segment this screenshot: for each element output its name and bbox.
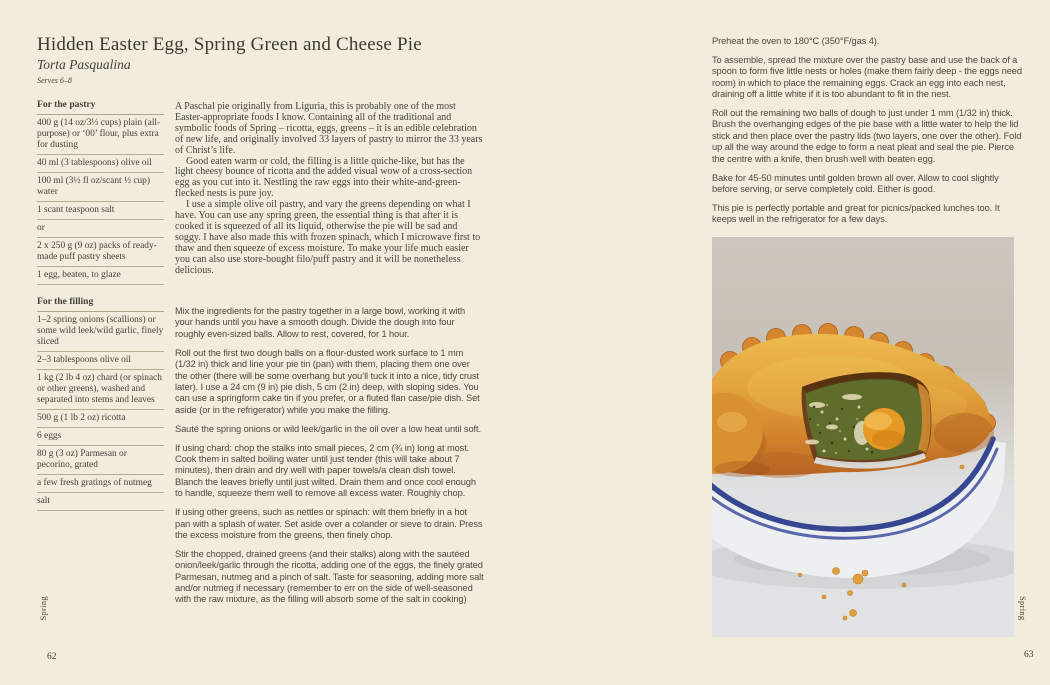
- ingredient-item: 400 g (14 oz/3⅓ cups) plain (all-purpose) or ‘00’ flour, plus extra for dusting: [37, 115, 164, 155]
- recipe-intro: [175, 102, 484, 277]
- filling-heading: For the filling: [37, 295, 164, 312]
- ingredient-item: a few fresh gratings of nutmeg: [37, 475, 164, 493]
- ingredient-item: 1 egg, beaten, to glaze: [37, 267, 164, 285]
- method-step: If using chard: chop the stalks into small pieces, 2 cm (¾ in) long at most. Cook them in salted boiling water until just tender (this will take about 7 minutes), then drain and dry well with paper towels/a clean dish towel. Blanch the leaves briefly until just wilted. Drain them and once cool enough to handle, squeeze them well to remove all excess water. Roughly chop.: [175, 442, 476, 499]
- pie-photo: [712, 237, 1014, 637]
- ingredient-item: 500 g (1 lb 2 oz) ricotta: [37, 410, 164, 428]
- ingredient-item: 80 g (3 oz) Parmesan or pecorino, grated: [37, 446, 164, 475]
- ingredient-item: or: [37, 220, 164, 238]
- page-number-right: 63: [1024, 650, 1034, 660]
- method-step: Mix the ingredients for the pastry together in a large bowl, working it with your hands until you have a smooth dough. Divide the dough into four roughly even-sized balls. Allow to rest, covered, for 1 hour.: [175, 306, 466, 339]
- method-step: Roll out the first two dough balls on a flour-dusted work surface to 1 mm (1/32 in) thick and line your pie tin (pan) with them, placing them one over the other (there will be some overhang but you’ll tuck it into a nice, tidy crust later). I use a 24 cm (9 in) pie dish, 5 cm (2 in) deep, with sloping sides. You can use a springform cake tin if you prefer, or a fluted flan case/pie dish. Set aside (or in the refrigerator) while you make the filling.: [175, 347, 480, 415]
- ingredients-list: [37, 98, 164, 511]
- method-step: To assemble, spread the mixture over the pastry base and use the back of a spoon to form five little nests or holes (make them fairly deep - the eggs need room) in which to place the remaining eggs. Crack an egg into each nest, draining off a little white if it is too abundant to fit in the nest.: [712, 54, 1022, 100]
- pastry-heading: For the pastry: [37, 98, 164, 115]
- section-label-left: Spring: [38, 596, 48, 621]
- recipe-title: Hidden Easter Egg, Spring Green and Cheese Pie: [37, 34, 422, 55]
- method-step: Sauté the spring onions or wild leek/garlic in the oil over a low heat until soft.: [175, 423, 482, 434]
- serves-note: Serves 6–8: [37, 76, 72, 85]
- ingredient-item: 6 eggs: [37, 428, 164, 446]
- ingredient-item: 100 ml (3½ fl oz/scant ½ cup) water: [37, 173, 164, 202]
- page-number-left: 62: [47, 652, 57, 662]
- ingredient-item: 1 scant teaspoon salt: [37, 202, 164, 220]
- intro-paragraph: A Paschal pie originally from Liguria, this is probably one of the most Easter-appropriate foods I know. Containing all of the traditional and symbolic foods of Spring – ricotta, eggs, greens – it is an edible celebration of new life, and originally involved 33 layers of pastry to mirror the 33 years of Christ’s life.: [175, 101, 483, 156]
- section-label-right: Spring: [1018, 596, 1028, 621]
- method-step: This pie is perfectly portable and great for picnics/packed lunches too. It keeps well in the refrigerator for a few days.: [712, 202, 1000, 225]
- intro-paragraph: I use a simple olive oil pastry, and vary the greens depending on what I have. You can use any spring green, the essential thing is that after it is cooked it is squeezed of all its liquid, otherwise the pie will be sad and soggy. I have also made this with frozen spinach, which I microwave first to thaw and then squeeze of excess moisture. To make your life much easier you can also use store-bought filo/puff pastry and it will be nonetheless delicious.: [175, 199, 481, 276]
- intro-paragraph: Good eaten warm or cold, the filling is a little quiche-like, but has the light cheesy bounce of ricotta and the added visual wow of a cross-section egg as you cut into it. Nestling the raw eggs into their white-and-green-flecked nests is pure joy.: [175, 155, 473, 200]
- method-step: Roll out the remaining two balls of dough to just under 1 mm (1/32 in) thick. Brush the overhanging edges of the pie base with a little water to help the lid stick and then place over the pastry lids (two layers, one over the other). Fold up all the way around the edge to form a neat pleat and seal the pie. Pierce the centre with a knife, then brush well with beaten egg.: [712, 108, 1022, 164]
- recipe-subtitle: Torta Pasqualina: [37, 57, 131, 72]
- ingredient-item: 1 kg (2 lb 4 oz) chard (or spinach or other greens), washed and separated into stems and leaves: [37, 370, 164, 410]
- ingredient-item: 2–3 tablespoons olive oil: [37, 352, 164, 370]
- method-steps-left: [175, 306, 484, 613]
- method-step: Bake for 45-50 minutes until golden brown all over. Allow to cool slightly before serving, or serve completely cold. Either is good.: [712, 172, 999, 194]
- method-step: Stir the chopped, drained greens (and their stalks) along with the sautéed onion/leek/garlic through the ricotta, adding one of the eggs, the finely grated Parmesan, nutmeg and a pinch of salt. Taste for seasoning, adding more salt and/or nutmeg if necessary (remember to err on the side of well-seasoned with the raw mixture, as the filling will absorb some of the salt in cooking): [175, 548, 484, 605]
- ingredient-item: salt: [37, 493, 164, 511]
- pie-photo-graphic: [712, 237, 1014, 637]
- ingredient-item: 40 ml (3 tablespoons) olive oil: [37, 155, 164, 173]
- method-step: If using other greens, such as nettles or spinach: wilt them briefly in a hot pan with a splash of water. Set aside over a colander or sieve to drain. Press the excess moisture from the greens, then finely chop.: [175, 507, 483, 540]
- ingredient-item: 2 x 250 g (9 oz) packs of ready-made puff pastry sheets: [37, 238, 164, 267]
- ingredient-item: 1–2 spring onions (scallions) or some wild leek/wild garlic, finely sliced: [37, 312, 164, 352]
- method-step: Preheat the oven to 180°C (350°F/gas 4).: [712, 36, 880, 46]
- method-steps-right: [712, 36, 1023, 233]
